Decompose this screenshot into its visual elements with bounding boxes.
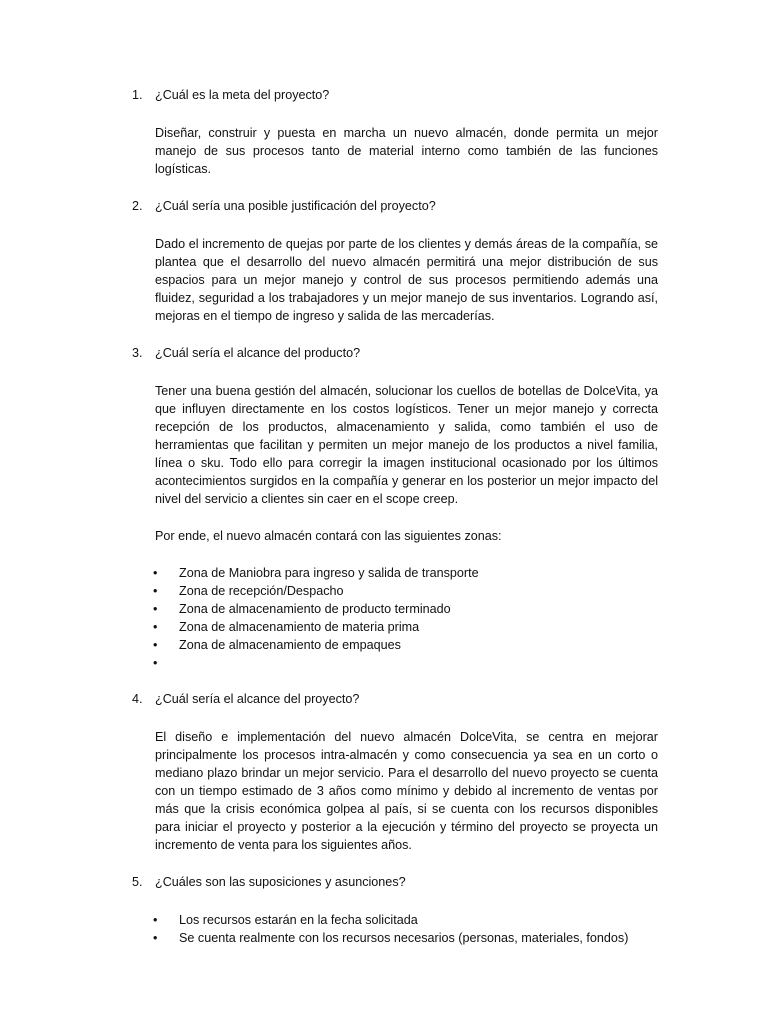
answer-paragraph: Diseñar, construir y puesta en marcha un nuevo almacén, donde permita un mejor manejo de sus procesos tanto de material interno como también de las funciones logísticas. — [155, 126, 658, 176]
list-item — [153, 636, 658, 654]
list-item-text: Zona de almacenamiento de empaques — [179, 638, 401, 652]
question-heading: ¿Cuál sería el alcance del proyecto? — [155, 692, 360, 706]
list-item-text: Los recursos estarán en la fecha solicitada — [179, 913, 418, 927]
list-item-text: Zona de almacenamiento de materia prima — [179, 620, 420, 634]
answer-2 — [155, 235, 658, 325]
assumptions-list — [132, 911, 658, 947]
zones-list — [132, 564, 658, 672]
question-1 — [132, 86, 658, 104]
list-item — [153, 654, 658, 672]
question-3 — [132, 344, 658, 362]
bullet-icon: • — [153, 584, 158, 598]
list-item — [153, 582, 658, 600]
question-number: 1. — [132, 88, 143, 102]
question-2 — [132, 197, 658, 215]
answer-paragraph: Por ende, el nuevo almacén contará con las siguientes zonas: — [155, 529, 502, 543]
list-item — [153, 600, 658, 618]
bullet-icon: • — [153, 602, 158, 616]
question-number: 5. — [132, 875, 143, 889]
answer-paragraph: Dado el incremento de quejas por parte de los clientes y demás áreas de la compañía, se plantea que el desarrollo del nuevo almacén permitirá una mejor distribución de sus espacios para un mejor manejo y control de sus procesos permitiendo además una fluidez, seguridad a los trabajadores y un mejor manejo de sus inventarios. Logrando así, mejoras en el tiempo de ingreso y salida de las mercaderías. — [155, 237, 658, 323]
list-item — [153, 929, 658, 947]
bullet-icon: • — [153, 913, 158, 927]
list-item — [153, 911, 658, 929]
question-5 — [132, 873, 658, 891]
answer-1 — [155, 124, 658, 178]
bullet-icon: • — [153, 931, 158, 945]
bullet-icon: • — [153, 566, 158, 580]
question-number: 4. — [132, 692, 143, 706]
list-item-text: Zona de recepción/Despacho — [179, 584, 344, 598]
question-number: 2. — [132, 199, 143, 213]
question-heading: ¿Cuál sería el alcance del producto? — [155, 346, 361, 360]
bullet-icon: • — [153, 620, 158, 634]
list-item — [153, 564, 658, 582]
answer-3 — [155, 382, 658, 545]
list-item-text: Zona de almacenamiento de producto terminado — [179, 602, 451, 616]
document-content — [132, 86, 658, 965]
list-item-text: Zona de Maniobra para ingreso y salida de transporte — [179, 566, 479, 580]
list-item-text: Se cuenta realmente con los recursos necesarios (personas, materiales, fondos) — [179, 931, 629, 945]
bullet-icon: • — [153, 656, 158, 670]
bullet-icon: • — [153, 638, 158, 652]
question-4 — [132, 690, 658, 708]
question-number: 3. — [132, 346, 143, 360]
answer-paragraph: El diseño e implementación del nuevo almacén DolceVita, se centra en mejorar principalmente los procesos intra-almacén y como consecuencia ya sea en un corto o mediano plazo brindar un mejor servicio. Para el desarrollo del nuevo proyecto se cuenta con un tiempo estimado de 3 años como mínimo y debido al incremento de ventas por más que la crisis económica golpea al país, si se cuenta con los recursos disponibles para iniciar el proyecto y posterior a la ejecución y término del proyecto se proyecta un incremento de venta para los siguientes años. — [155, 730, 658, 852]
answer-4 — [155, 728, 658, 854]
question-heading: ¿Cuáles son las suposiciones y asunciones? — [155, 875, 406, 889]
question-heading: ¿Cuál sería una posible justificación del proyecto? — [155, 199, 436, 213]
answer-paragraph: Tener una buena gestión del almacén, solucionar los cuellos de botellas de DolceVita, ya que influyen directamente en los costos logísticos. Tener un mejor manejo y correcta recepción de los productos, almacenamiento y salida, como también el uso de herramientas que facilitan y permiten un mejor manejo de los productos a nivel familia, línea o sku. Todo ello para corregir la imagen institucional ocasionado por los últimos acontecimientos surgidos en la compañía y generar en los posterior un mejor impacto del nivel del servicio a clientes sin caer en el scope creep. — [155, 384, 658, 506]
question-heading: ¿Cuál es la meta del proyecto? — [155, 88, 330, 102]
list-item — [153, 618, 658, 636]
